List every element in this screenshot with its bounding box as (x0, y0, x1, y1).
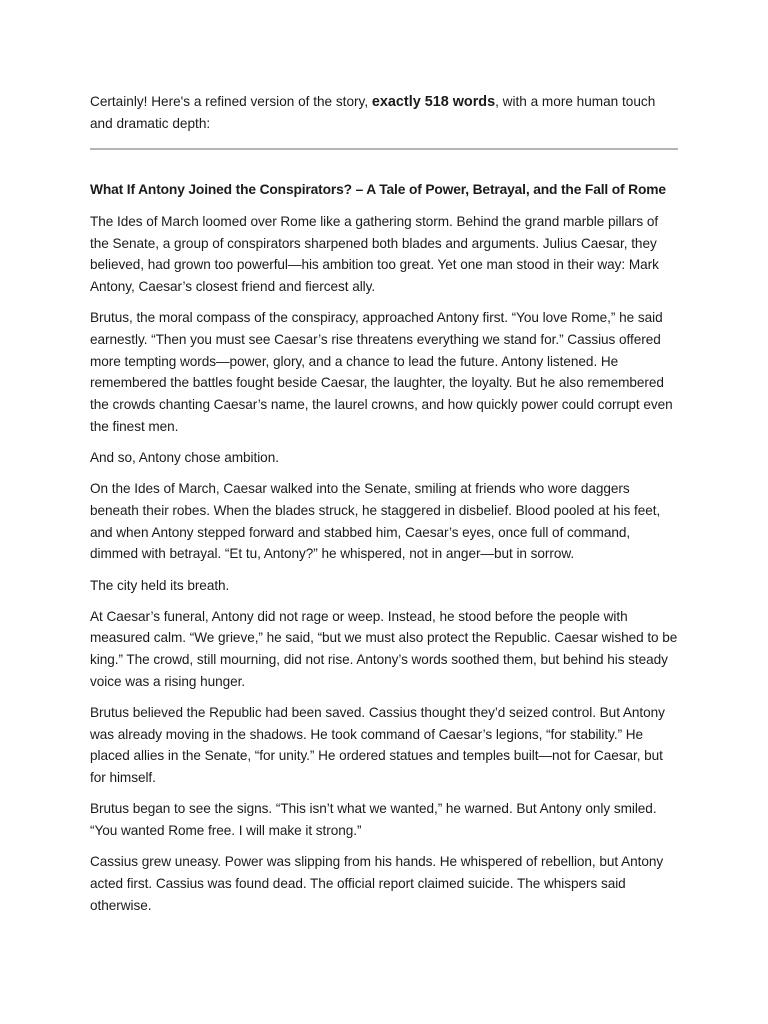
paragraph: And so, Antony chose ambition. (90, 450, 279, 466)
paragraph: At Caesar’s funeral, Antony did not rage or weep. Instead, he stood before the people with measured calm. “We grieve,” he said, “but we must also protect the Republic. Caesar wished to be king.” The crowd, still mourning, did not rise. Antony’s words soothed them, but behind his steady voice was a rising hunger. (90, 608, 678, 689)
paragraph: Brutus began to see the signs. “This isn’t what we wanted,” he warned. But Antony only smiled. “You wanted Rome free. I will make it strong.” (90, 801, 657, 839)
paragraph: On the Ides of March, Caesar walked into the Senate, smiling at friends who wore daggers beneath their robes. When the blades struck, he staggered in disbelief. Blood pooled at his feet, and when Antony stepped forward and stabbed him, Caesar’s eyes, once full of command, dimmed with betrayal. “Et tu, Antony?” he whispered, not in anger—but in sorrow. (90, 481, 661, 562)
intro-text-start: Certainly! Here's a refined version of the story, (90, 94, 372, 109)
intro-word-count: exactly 518 words (371, 94, 496, 110)
horizontal-divider (90, 148, 678, 150)
document-page (90, 91, 680, 916)
intro-text (90, 91, 680, 135)
paragraph: Brutus believed the Republic had been saved. Cassius thought they’d seized control. But Antony was already moving in the shadows. He took command of Caesar’s legions, “for stability.” He placed allies in the Senate, “for unity.” He ordered statues and temples built—not for Caesar, but for himself. (90, 705, 665, 786)
paragraph: Cassius grew uneasy. Power was slipping from his hands. He whispered of rebellion, but Antony acted first. Cassius was found dead. The official report claimed suicide. The whispers said otherwise. (90, 854, 664, 913)
paragraph: The city held its breath. (90, 577, 230, 593)
paragraph: The Ides of March loomed over Rome like a gathering storm. Behind the grand marble pillars of the Senate, a group of conspirators sharpened both blades and arguments. Julius Caesar, they believed, had grown too powerful—his ambition too great. Yet one man stood in their way: Mark Antony, Caesar’s closest friend and fiercest ally. (90, 214, 659, 295)
story-title: What If Antony Joined the Conspirators? – A Tale of Power, Betrayal, and the Fall of Rome (90, 182, 666, 197)
paragraph: Brutus, the moral compass of the conspiracy, approached Antony first. “You love Rome,” he said earnestly. “Then you must see Caesar’s rise threatens everything we stand for.” Cassius offered more tempting words—power, glory, and a chance to lead the future. Antony listened. He remembered the battles fought beside Caesar, the laughter, the loyalty. But he also remembered the crowds chanting Caesar’s name, the laurel crowns, and how quickly power could corrupt even the finest men. (90, 310, 673, 434)
intro-text-end: , with a more human touch and dramatic depth: (90, 94, 656, 131)
